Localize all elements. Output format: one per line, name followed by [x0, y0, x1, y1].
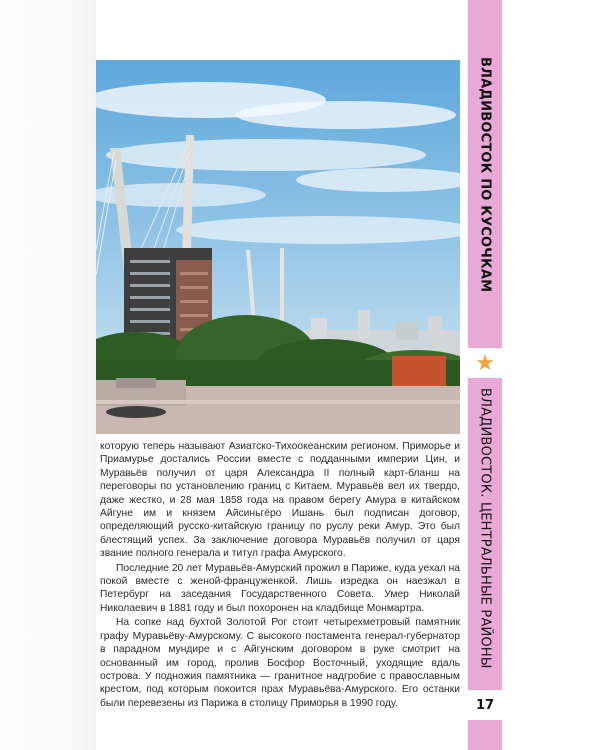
page-number-box	[468, 690, 502, 720]
paragraph: которую теперь называют Азиатско-Тихоокеанским регионом. Приморье и Приамурье достались России вместе с подданными империи Цин, и Муравьёв получил от царя Александра II полный карт-бланш на переговоры по установлению границ с Китаем. Муравьёв вел их твердо, даже жестко, и 28 мая 1858 года на правом берегу Амура в китайском Айгуне им и князем Айсиньгёро Ишань был подписан договор, определяющий русско-китайскую границу по руслу реки Амур. Это был блестящий успех. За заключение договора Муравьёв получил от царя звание полного генерала и титул графа Амурского.	[100, 441, 460, 560]
section-title: ВЛАДИВОСТОК ПО КУСОЧКАМ	[477, 57, 493, 293]
star-badge	[468, 348, 502, 378]
paragraph: Последние 20 лет Муравьёв-Амурский прожил в Париже, куда уехал на покой вместе с женой-француженкой. Лишь изредка он наезжал в Петербург на заседания Государственного Совета. Умер Николай Николаевич в 1881 году и был похоронен на кладбище Монмартра.	[100, 562, 460, 614]
page-number: 17	[475, 697, 495, 713]
page-margin-right	[502, 0, 600, 750]
paragraph: На сопке над бухтой Золотой Рог стоит четырехметровый памятник графу Муравьёву-Амурскому. С высокого постамента генерал-губернатор в парадном мундире и с Айгунским договором в руке смотрит на основанный им город, пролив Босфор Восточный, уходящие вдаль острова. У подножия памятника — гранитное надгробие с православным крестом, под которым покоится прах Муравьёва-Амурского. Его останки были перевезены из Парижа в столицу Приморья в 1990 году.	[100, 617, 460, 709]
section-title-box	[468, 0, 502, 350]
page-margin	[0, 0, 96, 750]
body-text	[100, 440, 460, 720]
chapter-title: ВЛАДИВОСТОК. ЦЕНТРАЛЬНЫЕ РАЙОНЫ	[477, 387, 493, 669]
star-icon: ★	[475, 350, 495, 375]
chapter-title-box	[468, 378, 502, 678]
city-photo	[96, 60, 460, 434]
